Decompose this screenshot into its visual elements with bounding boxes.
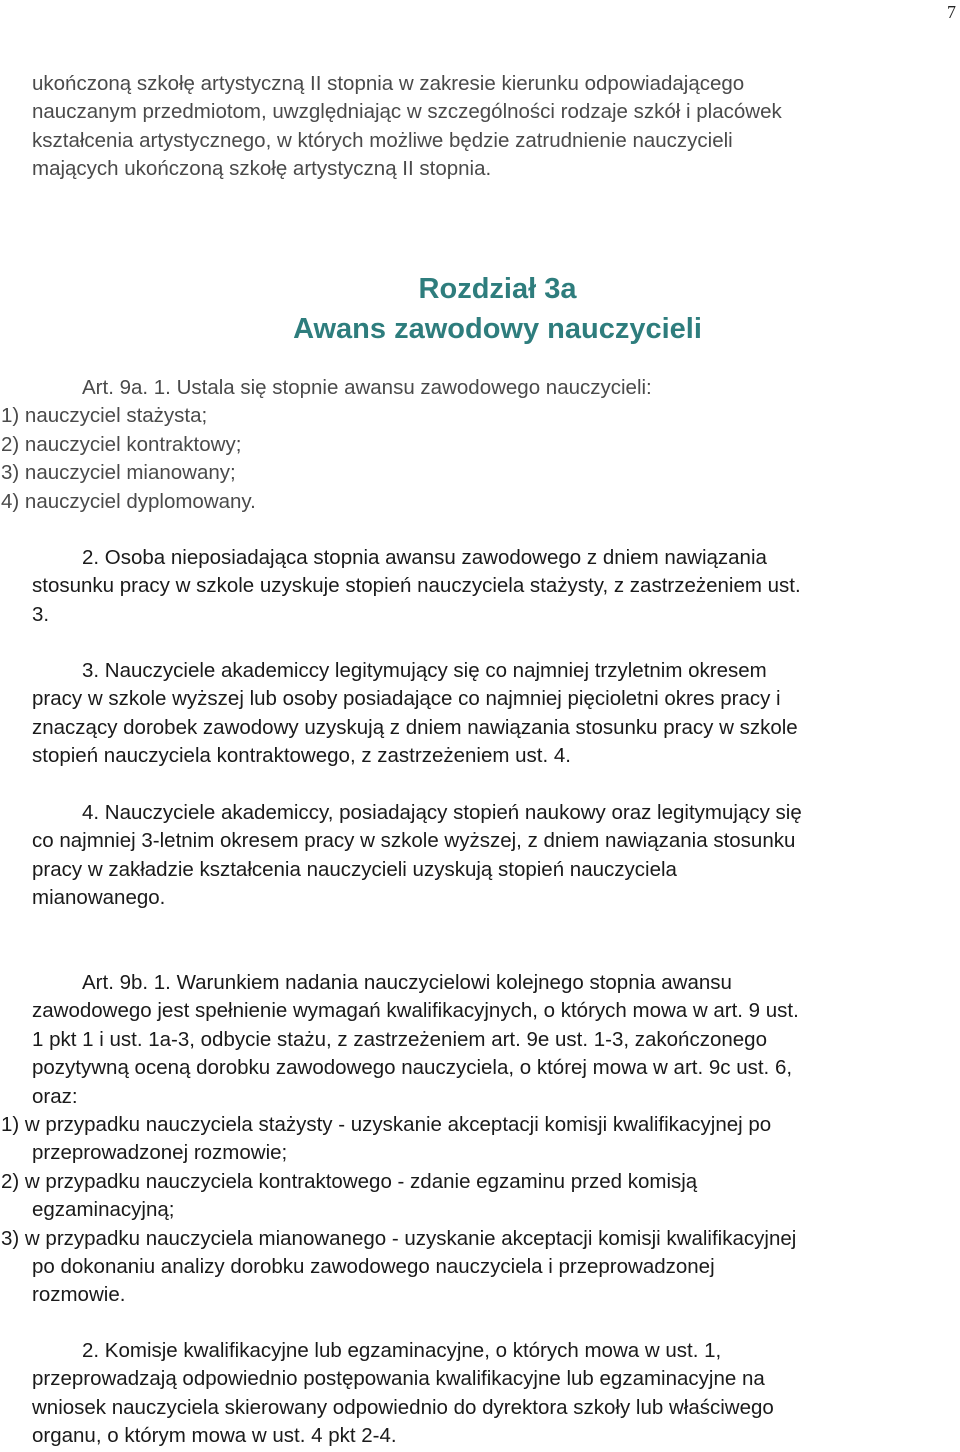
text-line: 1 pkt 1 i ust. 1a-3, odbycie stażu, z zastrzeżeniem art. 9e ust. 1-3, zakończonego bbox=[32, 1027, 767, 1051]
text-line: stopień nauczyciela kontraktowego, z zastrzeżeniem ust. 4. bbox=[32, 744, 571, 768]
text-line: 3. bbox=[32, 602, 50, 626]
list-item: 1) w przypadku nauczyciela stażysty - uzyskanie akceptacji komisji kwalifikacyjnej po bbox=[1, 1113, 772, 1137]
list-item-continuation: egzaminacyjną; bbox=[32, 1198, 175, 1222]
text-line: nauczanym przedmiotom, uwzględniając w szczególności rodzaje szkół i placówek bbox=[32, 100, 782, 124]
text-line: 2. Osoba nieposiadająca stopnia awansu zawodowego z dniem nawiązania bbox=[82, 546, 767, 569]
page-number: 7 bbox=[947, 2, 956, 22]
art-9b-paragraph-1 bbox=[1, 969, 937, 1310]
text-line: wniosek nauczyciela skierowany odpowiednio do dyrektora szkoły lub właściwego bbox=[32, 1395, 774, 1419]
list-item-continuation: po dokonaniu analizy dorobku zawodowego nauczyciela i przeprowadzonej bbox=[32, 1255, 715, 1279]
art-9a-paragraph-3 bbox=[32, 657, 937, 771]
art-9b-paragraph-2 bbox=[32, 1337, 937, 1451]
text-line: przeprowadzają odpowiednio postępowania kwalifikacyjne lub egzaminacyjne na bbox=[32, 1367, 765, 1391]
text-line: 3. Nauczyciele akademiccy legitymujący się co najmniej trzyletnim okresem bbox=[82, 659, 767, 682]
intro-paragraph bbox=[32, 70, 937, 184]
chapter-title: Rozdział 3a bbox=[418, 273, 577, 305]
art-9a-paragraph-2 bbox=[32, 544, 937, 629]
text-line: 4. Nauczyciele akademiccy, posiadający stopień naukowy oraz legitymujący się bbox=[82, 801, 802, 824]
text-line: zawodowego jest spełnienie wymagań kwalifikacyjnych, o których mowa w art. 9 ust. bbox=[32, 999, 799, 1023]
list-item: 2) w przypadku nauczyciela kontraktowego - zdanie egzaminu przed komisją bbox=[1, 1169, 698, 1193]
text-line: mających ukończoną szkołę artystyczną II stopnia. bbox=[32, 157, 492, 181]
list-item: 1) nauczyciel stażysta; bbox=[1, 404, 208, 428]
art-9a-paragraph-1 bbox=[1, 374, 937, 516]
text-line: co najmniej 3-letnim okresem pracy w szkole wyższej, z dniem nawiązania stosunku bbox=[32, 829, 796, 853]
list-item: 4) nauczyciel dyplomowany. bbox=[1, 489, 256, 513]
list-item: 3) nauczyciel mianowany; bbox=[1, 461, 236, 485]
text-line: pracy w szkole wyższej lub osoby posiadające co najmniej pięcioletni okres pracy i bbox=[32, 687, 781, 711]
text-line: znaczący dorobek zawodowy uzyskują z dniem nawiązania stosunku pracy w szkole bbox=[32, 715, 798, 739]
article-lead: Art. 9a. 1. Ustala się stopnie awansu zawodowego nauczycieli: bbox=[82, 376, 652, 399]
text-line: ukończoną szkołę artystyczną II stopnia w zakresie kierunku odpowiadającego bbox=[32, 72, 745, 95]
text-line: kształcenia artystycznego, w których możliwe będzie zatrudnienie nauczycieli bbox=[32, 128, 733, 152]
text-line: pozytywną oceną dorobku zawodowego nauczyciela, o której mowa w art. 9c ust. 6, bbox=[32, 1056, 793, 1080]
list-item: 2) nauczyciel kontraktowy; bbox=[1, 432, 242, 456]
text-line: 2. Komisje kwalifikacyjne lub egzaminacyjne, o których mowa w ust. 1, bbox=[82, 1339, 722, 1362]
text-line: mianowanego. bbox=[32, 886, 166, 910]
text-line: pracy w zakładzie kształcenia nauczycieli uzyskują stopień nauczyciela bbox=[32, 857, 677, 881]
text-line: oraz: bbox=[32, 1084, 78, 1108]
chapter-subtitle: Awans zawodowy nauczycieli bbox=[293, 313, 702, 345]
list-item-continuation: przeprowadzonej rozmowie; bbox=[32, 1141, 288, 1165]
list-item: 3) w przypadku nauczyciela mianowanego - uzyskanie akceptacji komisji kwalifikacyjnej bbox=[1, 1226, 797, 1250]
text-line: Art. 9b. 1. Warunkiem nadania nauczycielowi kolejnego stopnia awansu bbox=[82, 971, 732, 994]
text-line: stosunku pracy w szkole uzyskuje stopień nauczyciela stażysty, z zastrzeżeniem ust. bbox=[32, 574, 801, 598]
art-9a-paragraph-4 bbox=[32, 799, 937, 913]
list-item-continuation: rozmowie. bbox=[32, 1283, 126, 1307]
text-line: organu, o którym mowa w ust. 4 pkt 2-4. bbox=[32, 1424, 397, 1448]
